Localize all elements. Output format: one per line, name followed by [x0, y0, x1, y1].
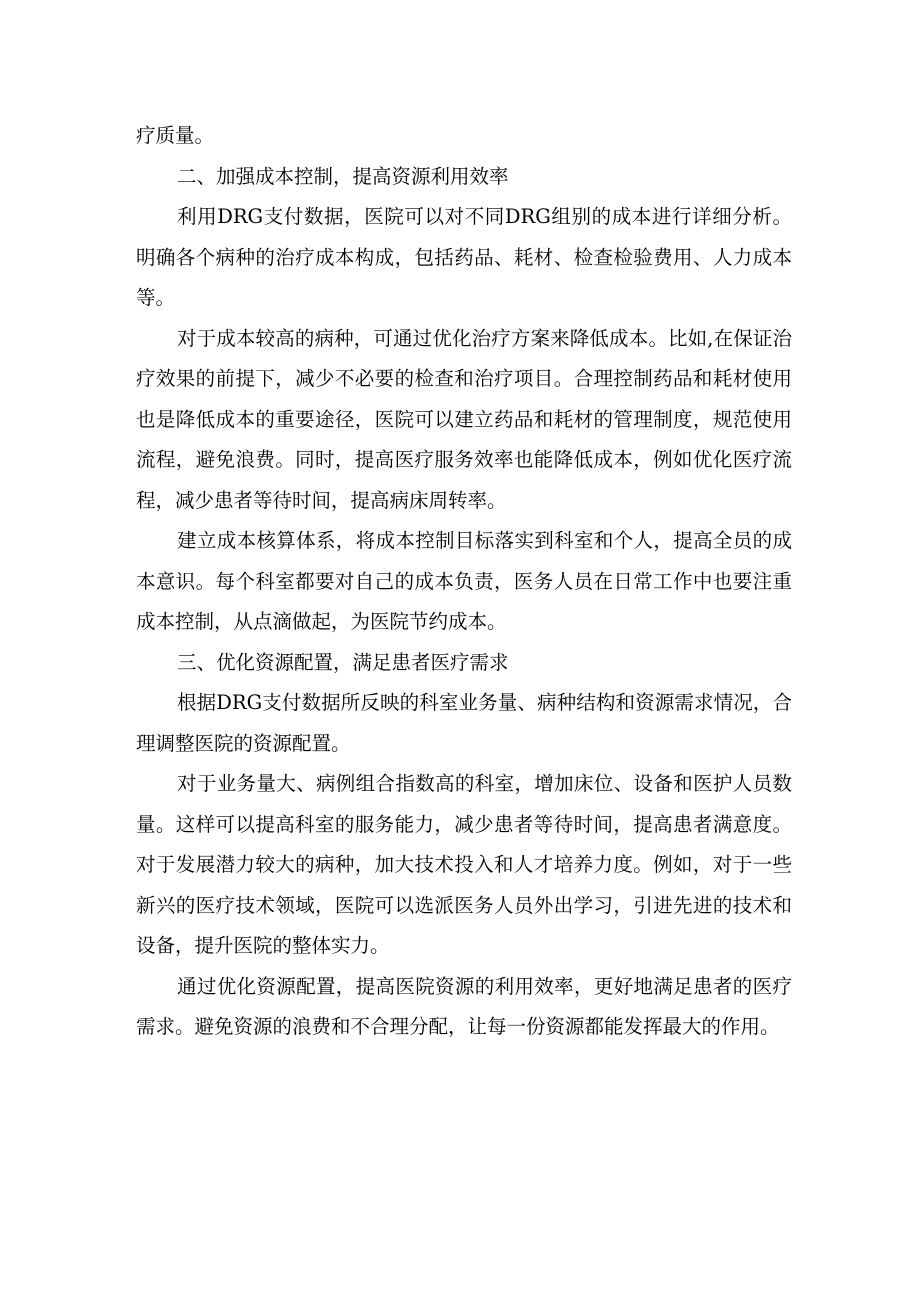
- paragraph: 建立成本核算体系，将成本控制目标落实到科室和个人，提高全员的成本意识。每个科室都要对自己的成本负责，医务人员在日常工作中也要注重成本控制，从点滴做起，为医院节约成本。: [136, 529, 792, 633]
- paragraph: 根据DRG支付数据所反映的科室业务量、病种结构和资源需求情况，合理调整医院的资源配置。: [136, 691, 792, 755]
- section-heading-2: 二、加强成本控制，提高资源利用效率: [177, 164, 509, 188]
- paragraph: 利用DRG支付数据，医院可以对不同DRG组别的成本进行详细分析。明确各个病种的治疗成本构成，包括药品、耗材、检查检验费用、人力成本等。: [136, 205, 792, 309]
- paragraph-continuation: 疗质量。: [136, 124, 215, 147]
- paragraph: 对于成本较高的病种，可通过优化治疗方案来降低成本。比如,在保证治疗效果的前提下，减少不必要的检查和治疗项目。合理控制药品和耗材使用也是降低成本的重要途径，医院可以建立药品和耗材的管理制度，规范使用流程，避免浪费。同时，提高医疗服务效率也能降低成本，例如优化医疗流程，减少患者等待时间，提高病床周转率。: [136, 326, 792, 512]
- document-body: [136, 116, 792, 1048]
- section-heading-3: 三、优化资源配置，满足患者医疗需求: [177, 650, 509, 674]
- paragraph: 通过优化资源配置，提高医院资源的利用效率，更好地满足患者的医疗需求。避免资源的浪费和不合理分配，让每一份资源都能发挥最大的作用。: [136, 974, 792, 1038]
- paragraph: 对于业务量大、病例组合指数高的科室，增加床位、设备和医护人员数量。这样可以提高科室的服务能力，减少患者等待时间，提高患者满意度。对于发展潜力较大的病种，加大技术投入和人才培养力度。例如，对于一些新兴的医疗技术领域，医院可以选派医务人员外出学习，引进先进的技术和设备，提升医院的整体实力。: [136, 772, 792, 957]
